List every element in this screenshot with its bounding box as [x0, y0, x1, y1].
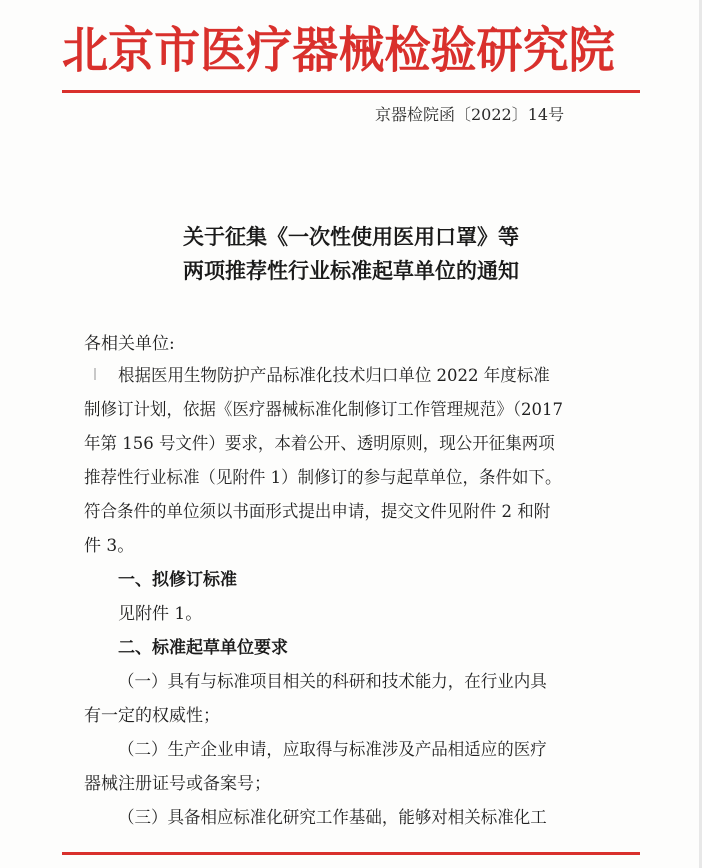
salutation: 各相关单位:	[84, 334, 175, 354]
section1-heading: 一、拟修订标准	[118, 570, 237, 590]
scan-margin-mark	[94, 368, 96, 380]
paragraph1-line-1: 根据医用生物防护产品标准化技术归口单位 2022 年度标准	[118, 366, 550, 386]
paragraph1-line-4: 推荐性行业标准（见附件 1）制修订的参与起草单位，条件如下。	[84, 468, 562, 488]
document-number: 京器检院函〔2022〕14号	[375, 105, 565, 124]
requirement3-line-1: （三）具备相应标准化研究工作基础，能够对相关标准化工	[118, 808, 547, 828]
paragraph1-line-2: 制修订计划，依据《医疗器械标准化制修订工作管理规范》（2017	[84, 400, 563, 420]
document-title-line-1: 关于征集《一次性使用医用口罩》等	[183, 225, 519, 249]
section1-text: 见附件 1。	[118, 604, 203, 624]
document-title-line-2: 两项推荐性行业标准起草单位的通知	[183, 259, 519, 283]
requirement2-line-1: （二）生产企业申请，应取得与标准涉及产品相适应的医疗	[118, 740, 547, 760]
letterhead-org-name: 北京市医疗器械检验研究院	[62, 21, 615, 79]
paragraph1-line-5: 符合条件的单位须以书面形式提出申请，提交文件见附件 2 和附	[84, 502, 551, 522]
paragraph1-line-3: 年第 156 号文件）要求，本着公开、透明原则，现公开征集两项	[84, 434, 555, 454]
paragraph1-line-6: 件 3。	[84, 536, 135, 556]
requirement1-line-2: 有一定的权威性；	[84, 706, 220, 726]
requirement2-line-2: 器械注册证号或备案号；	[84, 774, 271, 794]
footer-red-rule	[62, 852, 640, 855]
letterhead-red-rule	[62, 90, 640, 93]
section2-heading: 二、标准起草单位要求	[118, 638, 288, 658]
requirement1-line-1: （一）具有与标准项目相关的科研和技术能力，在行业内具	[118, 672, 547, 692]
